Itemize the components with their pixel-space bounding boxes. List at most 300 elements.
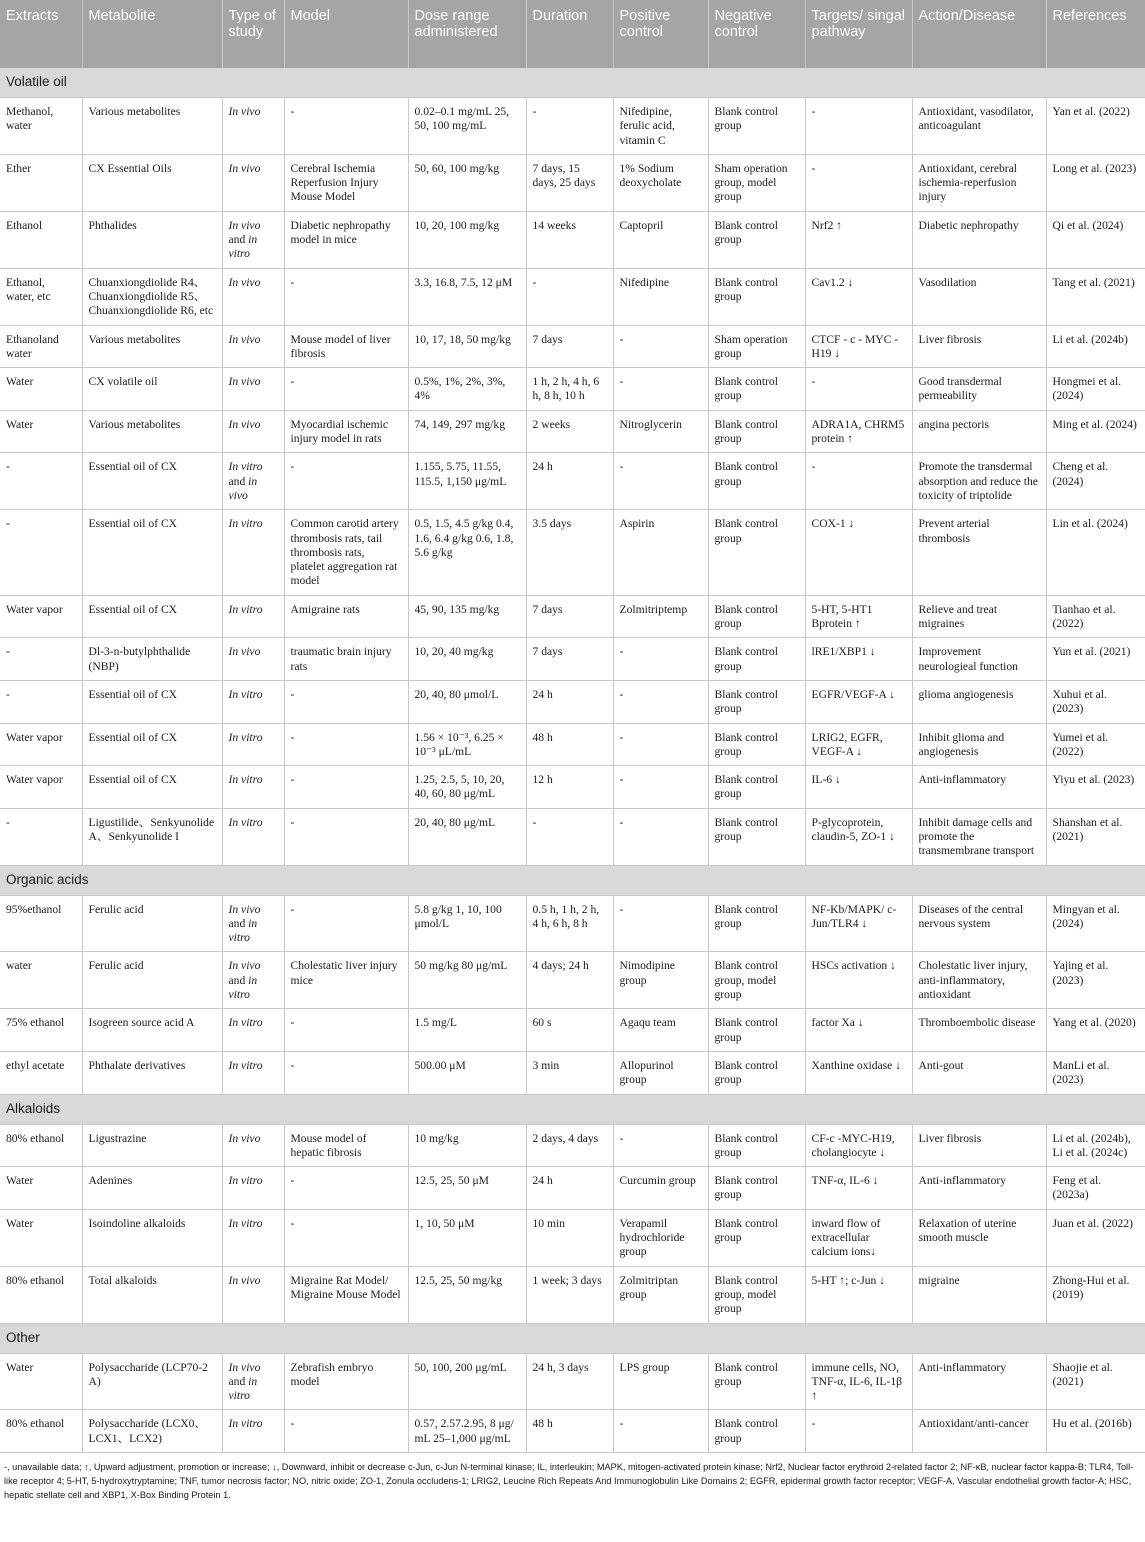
table-cell: In vitro <box>222 808 284 865</box>
table-cell: Amigraine rats <box>284 595 408 638</box>
table-cell: traumatic brain injury rats <box>284 638 408 681</box>
table-cell: Hu et al. (2016b) <box>1046 1410 1145 1453</box>
table-cell: In vivo <box>222 325 284 368</box>
table-cell: Antioxidant, vasodilator, anticoagulant <box>912 98 1046 155</box>
table-cell: glioma angiogenesis <box>912 680 1046 723</box>
table-cell: 4 days; 24 h <box>526 952 613 1009</box>
table-cell: 0.5 h, 1 h, 2 h, 4 h, 6 h, 8 h <box>526 895 613 952</box>
table-cell: Shaojie et al. (2021) <box>1046 1353 1145 1410</box>
table-cell: In vitro <box>222 1167 284 1210</box>
table-cell: - <box>0 680 82 723</box>
table-cell: Anti-inflammatory <box>912 1167 1046 1210</box>
table-cell: Relieve and treat migraines <box>912 595 1046 638</box>
table-cell: - <box>284 680 408 723</box>
table-cell: Antioxidant/anti-cancer <box>912 1410 1046 1453</box>
table-cell: - <box>284 1051 408 1094</box>
table-cell: Cav1.2 ↓ <box>805 268 912 325</box>
table-cell: Phthalate derivatives <box>82 1051 222 1094</box>
table-cell: 3.3, 16.8, 7.5, 12 μM <box>408 268 526 325</box>
table-cell: inward flow of extracellular calcium ions↓ <box>805 1209 912 1266</box>
table-cell: Shanshan et al. (2021) <box>1046 808 1145 865</box>
table-cell: Polysaccharide (LCP70-2 A) <box>82 1353 222 1410</box>
table-cell: Nrf2 ↑ <box>805 211 912 268</box>
table-row <box>0 766 1145 809</box>
table-cell: Blank control group, model group <box>708 952 805 1009</box>
table-cell: Yun et al. (2021) <box>1046 638 1145 681</box>
table-cell: 48 h <box>526 1410 613 1453</box>
table-cell: COX-1 ↓ <box>805 510 912 595</box>
table-cell: Nitroglycerin <box>613 410 708 453</box>
table-cell: - <box>526 98 613 155</box>
table-cell: - <box>613 1410 708 1453</box>
table-cell: - <box>613 638 708 681</box>
table-cell: Water <box>0 1167 82 1210</box>
table-cell: Polysaccharide (LCX0、LCX1、LCX2) <box>82 1410 222 1453</box>
table-cell: In vitro <box>222 766 284 809</box>
table-cell: 50, 100, 200 μg/mL <box>408 1353 526 1410</box>
table-cell: 7 days <box>526 325 613 368</box>
table-cell: 0.5%, 1%, 2%, 3%, 4% <box>408 368 526 411</box>
table-cell: Sham operation group, model group <box>708 154 805 211</box>
table-cell: In vitro <box>222 595 284 638</box>
header-cell: Model <box>284 0 408 68</box>
header-cell: Dose range administered <box>408 0 526 68</box>
table-cell: Blank control group <box>708 766 805 809</box>
table-cell: - <box>284 1410 408 1453</box>
table-cell: 80% ethanol <box>0 1410 82 1453</box>
table-cell: Prevent arterial thrombosis <box>912 510 1046 595</box>
table-cell: Isoindoline alkaloids <box>82 1209 222 1266</box>
table-cell: Long et al. (2023) <box>1046 154 1145 211</box>
table-cell: Essential oil of CX <box>82 723 222 766</box>
table-cell: Ligustrazine <box>82 1124 222 1167</box>
table-cell: Curcumin group <box>613 1167 708 1210</box>
table-cell: 20, 40, 80 μmol/L <box>408 680 526 723</box>
table-cell: - <box>284 368 408 411</box>
table-cell: angina pectoris <box>912 410 1046 453</box>
table-cell: ethyl acetate <box>0 1051 82 1094</box>
table-cell: 24 h <box>526 453 613 510</box>
table-cell: Hongmei et al. (2024) <box>1046 368 1145 411</box>
table-cell: Essential oil of CX <box>82 595 222 638</box>
table-cell: Sham operation group <box>708 325 805 368</box>
table-cell: Blank control group <box>708 1353 805 1410</box>
table-cell: Relaxation of uterine smooth muscle <box>912 1209 1046 1266</box>
table-cell: In vivo and in vitro <box>222 952 284 1009</box>
table-row <box>0 510 1145 595</box>
table-cell: Yumei et al. (2022) <box>1046 723 1145 766</box>
table-cell: 0.57, 2.57.2.95, 8 μg/ mL 25–1,000 μg/mL <box>408 1410 526 1453</box>
table-cell: 7 days <box>526 638 613 681</box>
table-cell: Blank control group <box>708 638 805 681</box>
table-row <box>0 1266 1145 1323</box>
table-cell: Verapamil hydrochloride group <box>613 1209 708 1266</box>
table-cell: Blank control group <box>708 98 805 155</box>
table-cell: Liver fibrosis <box>912 1124 1046 1167</box>
table-cell: water <box>0 952 82 1009</box>
table-cell: CX volatile oil <box>82 368 222 411</box>
table-cell: - <box>526 268 613 325</box>
table-cell: Antioxidant, cerebral ischemia-reperfusion injury <box>912 154 1046 211</box>
table-cell: Dl-3-n-butylphthalide (NBP) <box>82 638 222 681</box>
table-cell: immune cells, NO, TNF-α, IL-6, IL-1β ↑ <box>805 1353 912 1410</box>
header-cell: Action/Disease <box>912 0 1046 68</box>
section-header-row <box>0 68 1145 98</box>
table-cell: In vivo <box>222 1124 284 1167</box>
table-cell: Xanthine oxidase ↓ <box>805 1051 912 1094</box>
table-cell: Ligustilide、Senkyunolide A、Senkyunolide I <box>82 808 222 865</box>
header-cell: Targets/ singal pathway <box>805 0 912 68</box>
table-cell: 5-HT, 5-HT1 Bprotein ↑ <box>805 595 912 638</box>
table-cell: - <box>805 98 912 155</box>
header-cell: Metabolite <box>82 0 222 68</box>
table-cell: Zhong-Hui et al. (2019) <box>1046 1266 1145 1323</box>
table-cell: Improvement neurologieal function <box>912 638 1046 681</box>
table-cell: In vivo and in vitro <box>222 1353 284 1410</box>
table-cell: 0.5, 1.5, 4.5 g/kg 0.4, 1.6, 6.4 g/kg 0.6, 1.8, 5.6 g/kg <box>408 510 526 595</box>
table-cell: Mouse model of liver fibrosis <box>284 325 408 368</box>
section-header-row <box>0 1094 1145 1124</box>
table-cell: Yang et al. (2020) <box>1046 1009 1145 1052</box>
table-cell: 1.25, 2.5, 5, 10, 20, 40, 60, 80 μg/mL <box>408 766 526 809</box>
table-cell: - <box>284 1167 408 1210</box>
table-cell: Anti-gout <box>912 1051 1046 1094</box>
table-cell: Blank control group <box>708 368 805 411</box>
table-cell: - <box>613 895 708 952</box>
table-cell: Inhibit glioma and angiogenesis <box>912 723 1046 766</box>
table-cell: 1.56 × 10⁻³, 6.25 × 10⁻³ μL/mL <box>408 723 526 766</box>
table-cell: Blank control group <box>708 808 805 865</box>
table-cell: Total alkaloids <box>82 1266 222 1323</box>
table-cell: Various metabolites <box>82 325 222 368</box>
table-row <box>0 325 1145 368</box>
table-cell: 2 days, 4 days <box>526 1124 613 1167</box>
section-title: Other <box>0 1323 1145 1353</box>
table-cell: Mingyan et al. (2024) <box>1046 895 1145 952</box>
table-cell: Isogreen source acid A <box>82 1009 222 1052</box>
table-cell: In vitro <box>222 1410 284 1453</box>
table-cell: - <box>613 766 708 809</box>
table-cell: Inhibit damage cells and promote the transmembrane transport <box>912 808 1046 865</box>
table-cell: Blank control group <box>708 895 805 952</box>
table-cell: Blank control group <box>708 1124 805 1167</box>
table-cell: LRIG2, EGFR, VEGF-A ↓ <box>805 723 912 766</box>
table-row <box>0 638 1145 681</box>
table-cell: 20, 40, 80 μg/mL <box>408 808 526 865</box>
header-cell: Extracts <box>0 0 82 68</box>
table-cell: Common carotid artery thrombosis rats, tail thrombosis rats, platelet aggregation rat model <box>284 510 408 595</box>
table-row <box>0 595 1145 638</box>
table-cell: Diseases of the central nervous system <box>912 895 1046 952</box>
table-cell: 75% ethanol <box>0 1009 82 1052</box>
table-cell: migraine <box>912 1266 1046 1323</box>
table-cell: Myocardial ischemic injury model in rats <box>284 410 408 453</box>
table-cell: In vivo and in vitro <box>222 211 284 268</box>
table-cell: 12.5, 25, 50 μM <box>408 1167 526 1210</box>
table-row <box>0 1410 1145 1453</box>
table-row <box>0 808 1145 865</box>
section-header-row <box>0 1323 1145 1353</box>
table-row <box>0 1124 1145 1167</box>
table-cell: In vitro <box>222 680 284 723</box>
table-cell: 1% Sodium deoxycholate <box>613 154 708 211</box>
table-cell: Ethanol, water, etc <box>0 268 82 325</box>
table-cell: 60 s <box>526 1009 613 1052</box>
table-cell: Blank control group <box>708 211 805 268</box>
table-row <box>0 368 1145 411</box>
header-row <box>0 0 1145 68</box>
table-cell: - <box>284 766 408 809</box>
table-cell: 2 weeks <box>526 410 613 453</box>
table-cell: 7 days <box>526 595 613 638</box>
table-cell: 24 h <box>526 1167 613 1210</box>
table-cell: ManLi et al. (2023) <box>1046 1051 1145 1094</box>
table-cell: Cholestatic liver injury, anti-inflammatory, antioxidant <box>912 952 1046 1009</box>
table-cell: Thromboembolic disease <box>912 1009 1046 1052</box>
table-cell: Chuanxiongdiolide R4、Chuanxiongdiolide R5、Chuanxiongdiolide R6, etc <box>82 268 222 325</box>
table-cell: Feng et al. (2023a) <box>1046 1167 1145 1210</box>
table-cell: - <box>0 453 82 510</box>
table-row <box>0 1051 1145 1094</box>
table-cell: Ether <box>0 154 82 211</box>
table-cell: Water <box>0 1353 82 1410</box>
table-cell: Water vapor <box>0 723 82 766</box>
table-cell: - <box>613 1124 708 1167</box>
table-cell: Blank control group <box>708 453 805 510</box>
table-cell: 0.02–0.1 mg/mL 25, 50, 100 mg/mL <box>408 98 526 155</box>
table-cell: Diabetic nephropathy <box>912 211 1046 268</box>
table-cell: - <box>284 98 408 155</box>
table-cell: - <box>0 638 82 681</box>
table-cell: In vitro <box>222 1009 284 1052</box>
table-cell: Ming et al. (2024) <box>1046 410 1145 453</box>
table-body <box>0 68 1145 1453</box>
table-cell: 12.5, 25, 50 mg/kg <box>408 1266 526 1323</box>
table-cell: Anti-inflammatory <box>912 766 1046 809</box>
table-cell: Zolmitriptan group <box>613 1266 708 1323</box>
table-row <box>0 1009 1145 1052</box>
table-cell: 12 h <box>526 766 613 809</box>
table-cell: 50, 60, 100 mg/kg <box>408 154 526 211</box>
table-cell: CX Essential Oils <box>82 154 222 211</box>
table-cell: In vivo and in vitro <box>222 895 284 952</box>
table-cell: - <box>284 895 408 952</box>
table-cell: Blank control group <box>708 1051 805 1094</box>
table-cell: EGFR/VEGF-A ↓ <box>805 680 912 723</box>
table-cell: Li et al. (2024b) <box>1046 325 1145 368</box>
table-cell: Yan et al. (2022) <box>1046 98 1145 155</box>
table-cell: Liver fibrosis <box>912 325 1046 368</box>
table-cell: IL-6 ↓ <box>805 766 912 809</box>
table-cell: In vitro <box>222 1209 284 1266</box>
table-cell: In vivo <box>222 98 284 155</box>
table-cell: Zolmitriptemp <box>613 595 708 638</box>
table-cell: Blank control group <box>708 410 805 453</box>
table-cell: 3.5 days <box>526 510 613 595</box>
table-cell: 1 week; 3 days <box>526 1266 613 1323</box>
table-cell: Migraine Rat Model/ Migraine Mouse Model <box>284 1266 408 1323</box>
table-cell: Nifedipine, ferulic acid, vitamin C <box>613 98 708 155</box>
table-cell: Blank control group <box>708 1410 805 1453</box>
table-cell: - <box>613 680 708 723</box>
section-title: Organic acids <box>0 865 1145 895</box>
table-cell: In vivo <box>222 1266 284 1323</box>
table-cell: - <box>613 808 708 865</box>
table-cell: Anti-inflammatory <box>912 1353 1046 1410</box>
table-cell: 7 days, 15 days, 25 days <box>526 154 613 211</box>
table-cell: Ethanoland water <box>0 325 82 368</box>
table-row <box>0 453 1145 510</box>
table-cell: 10, 17, 18, 50 mg/kg <box>408 325 526 368</box>
table-cell: Nifedipine <box>613 268 708 325</box>
table-cell: Yiyu et al. (2023) <box>1046 766 1145 809</box>
table-cell: - <box>526 808 613 865</box>
table-cell: 74, 149, 297 mg/kg <box>408 410 526 453</box>
table-cell: - <box>805 154 912 211</box>
table-cell: - <box>613 453 708 510</box>
table-cell: In vivo <box>222 268 284 325</box>
table-cell: - <box>284 723 408 766</box>
table-row <box>0 952 1145 1009</box>
table-cell: NF-Kb/MAPK/ c-Jun/TLR4 ↓ <box>805 895 912 952</box>
table-cell: Blank control group <box>708 595 805 638</box>
table-cell: Blank control group <box>708 680 805 723</box>
table-cell: Lin et al. (2024) <box>1046 510 1145 595</box>
table-cell: Various metabolites <box>82 98 222 155</box>
table-cell: - <box>284 268 408 325</box>
table-cell: Water <box>0 1209 82 1266</box>
table-cell: CTCF - c - MYC - H19 ↓ <box>805 325 912 368</box>
section-header-row <box>0 865 1145 895</box>
table-cell: Water vapor <box>0 595 82 638</box>
table-cell: Essential oil of CX <box>82 453 222 510</box>
table-cell: P-glycoprotein, claudin-5, ZO-1 ↓ <box>805 808 912 865</box>
table-cell: Tianhao et al. (2022) <box>1046 595 1145 638</box>
table-cell: 5.8 g/kg 1, 10, 100 μmol/L <box>408 895 526 952</box>
header-cell: Positive control <box>613 0 708 68</box>
table-cell: - <box>613 368 708 411</box>
table-cell: In vivo <box>222 368 284 411</box>
table-cell: 24 h, 3 days <box>526 1353 613 1410</box>
table-cell: In vitro <box>222 723 284 766</box>
table-cell: Methanol, water <box>0 98 82 155</box>
table-cell: Essential oil of CX <box>82 766 222 809</box>
table-cell: 48 h <box>526 723 613 766</box>
table-cell: Tang et al. (2021) <box>1046 268 1145 325</box>
table-cell: - <box>284 1009 408 1052</box>
table-cell: In vitro <box>222 510 284 595</box>
table-cell: In vitro and in vivo <box>222 453 284 510</box>
table-cell: Yajing et al. (2023) <box>1046 952 1145 1009</box>
table-cell: - <box>805 453 912 510</box>
table-cell: Blank control group <box>708 268 805 325</box>
table-cell: In vivo <box>222 154 284 211</box>
table-cell: factor Xa ↓ <box>805 1009 912 1052</box>
table-cell: Promote the transdermal absorption and reduce the toxicity of triptolide <box>912 453 1046 510</box>
header-cell: Duration <box>526 0 613 68</box>
table-row <box>0 154 1145 211</box>
table-cell: 1 h, 2 h, 4 h, 6 h, 8 h, 10 h <box>526 368 613 411</box>
table-cell: 10 mg/kg <box>408 1124 526 1167</box>
table-cell: 500.00 μM <box>408 1051 526 1094</box>
table-cell: - <box>805 368 912 411</box>
table-cell: Blank control group <box>708 1009 805 1052</box>
table-row <box>0 680 1145 723</box>
table-row <box>0 1353 1145 1410</box>
table-cell: Nimodipine group <box>613 952 708 1009</box>
table-cell: 1.155, 5.75, 11.55, 115.5, 1,150 μg/mL <box>408 453 526 510</box>
table-cell: In vivo <box>222 638 284 681</box>
table-cell: Ferulic acid <box>82 952 222 1009</box>
table-cell: Qi et al. (2024) <box>1046 211 1145 268</box>
table-cell: 14 weeks <box>526 211 613 268</box>
table-row <box>0 895 1145 952</box>
table-cell: 50 mg/kg 80 μg/mL <box>408 952 526 1009</box>
table-cell: In vivo <box>222 410 284 453</box>
table-cell: Blank control group <box>708 1209 805 1266</box>
table-row <box>0 723 1145 766</box>
table-cell: - <box>284 1209 408 1266</box>
table-cell: Aspirin <box>613 510 708 595</box>
table-cell: Mouse model of hepatic fibrosis <box>284 1124 408 1167</box>
table-cell: Cholestatic liver injury mice <box>284 952 408 1009</box>
table-cell: Diabetic nephropathy model in mice <box>284 211 408 268</box>
table-cell: In vitro <box>222 1051 284 1094</box>
table-cell: Water vapor <box>0 766 82 809</box>
table-cell: Xuhui et al. (2023) <box>1046 680 1145 723</box>
table-cell: Various metabolites <box>82 410 222 453</box>
table-row <box>0 98 1145 155</box>
table-cell: Cerebral Ischemia Reperfusion Injury Mouse Model <box>284 154 408 211</box>
table-row <box>0 211 1145 268</box>
table-cell: 24 h <box>526 680 613 723</box>
table-cell: 95%ethanol <box>0 895 82 952</box>
section-title: Volatile oil <box>0 68 1145 98</box>
table-cell: Water <box>0 410 82 453</box>
table-cell: - <box>284 808 408 865</box>
table-cell: Essential oil of CX <box>82 510 222 595</box>
table-cell: HSCs activation ↓ <box>805 952 912 1009</box>
table-cell: - <box>0 808 82 865</box>
table-cell: 1, 10, 50 μM <box>408 1209 526 1266</box>
table-row <box>0 1167 1145 1210</box>
table-cell: Li et al. (2024b), Li et al. (2024c) <box>1046 1124 1145 1167</box>
table-cell: Captopril <box>613 211 708 268</box>
table-cell: Allopurinol group <box>613 1051 708 1094</box>
table-cell: - <box>613 325 708 368</box>
table-cell: - <box>805 1410 912 1453</box>
table-cell: 10 min <box>526 1209 613 1266</box>
table-cell: Adenines <box>82 1167 222 1210</box>
table-cell: Agaqu team <box>613 1009 708 1052</box>
table-cell: Ethanol <box>0 211 82 268</box>
table-cell: 80% ethanol <box>0 1124 82 1167</box>
table-cell: Blank control group <box>708 510 805 595</box>
table-cell: LPS group <box>613 1353 708 1410</box>
section-title: Alkaloids <box>0 1094 1145 1124</box>
table-cell: 10, 20, 100 mg/kg <box>408 211 526 268</box>
table-cell: TNF-α, IL-6 ↓ <box>805 1167 912 1210</box>
table-row <box>0 1209 1145 1266</box>
table-row <box>0 410 1145 453</box>
table-cell: 10, 20, 40 mg/kg <box>408 638 526 681</box>
table-cell: Essential oil of CX <box>82 680 222 723</box>
header-cell: Type of study <box>222 0 284 68</box>
table-cell: - <box>0 510 82 595</box>
table-cell: Zebrafish embryo model <box>284 1353 408 1410</box>
table-cell: Phthalides <box>82 211 222 268</box>
table-cell: Blank control group, model group <box>708 1266 805 1323</box>
